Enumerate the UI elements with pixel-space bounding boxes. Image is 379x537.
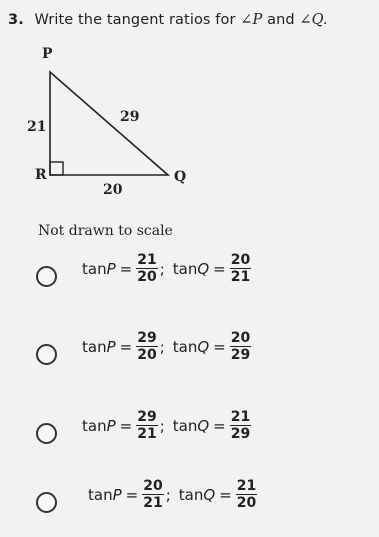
numerator: 20: [230, 252, 251, 268]
var-p: P: [106, 259, 116, 278]
tan-label: tan: [82, 337, 107, 356]
tan-q-fraction: [230, 409, 251, 442]
choice-expression: [82, 252, 251, 285]
tan-label: tan: [178, 485, 204, 504]
equals-sign: =: [119, 337, 133, 356]
vertex-r-label: R: [35, 167, 47, 183]
var-q: Q: [203, 485, 216, 504]
numerator: 20: [143, 478, 163, 494]
numerator: 29: [137, 409, 157, 425]
angle-q-label: ∠Q.: [299, 12, 328, 28]
numerator: 21: [137, 252, 157, 268]
equals-sign: =: [213, 337, 226, 356]
tan-p-fraction: [136, 252, 157, 285]
separator: ;: [159, 416, 165, 435]
radio-button[interactable]: [36, 423, 57, 444]
denominator: 21: [143, 495, 163, 512]
denominator: 20: [137, 347, 157, 364]
equals-sign: =: [119, 259, 133, 278]
tan-label: tan: [88, 485, 113, 504]
tan-p-fraction: [136, 409, 157, 442]
var-p: P: [112, 485, 122, 504]
numerator: 20: [230, 330, 251, 346]
question-text: Write the tangent ratios for: [34, 12, 236, 28]
scale-note: Not drawn to scale: [38, 223, 173, 239]
vertex-q-label: Q: [174, 169, 187, 185]
denominator: 29: [230, 347, 251, 364]
radio-button[interactable]: [36, 266, 57, 287]
question-prompt: [8, 12, 373, 28]
numerator: 29: [137, 330, 157, 346]
radio-button[interactable]: [36, 344, 57, 365]
and-word: and: [267, 12, 295, 28]
equals-sign: =: [125, 485, 139, 504]
tan-label: tan: [172, 337, 198, 356]
denominator: 21: [137, 426, 157, 443]
separator: ;: [159, 337, 165, 356]
choice-expression: [88, 478, 257, 511]
angle-p-label: ∠P: [240, 12, 263, 28]
var-q: Q: [197, 416, 210, 435]
equals-sign: =: [213, 416, 226, 435]
tan-q-fraction: [230, 252, 251, 285]
equals-sign: =: [219, 485, 232, 504]
tan-label: tan: [82, 416, 107, 435]
side-pq-label: 29: [120, 109, 140, 125]
denominator: 21: [230, 269, 251, 286]
tan-p-fraction: [142, 478, 163, 511]
denominator: 20: [137, 269, 157, 286]
var-p: P: [106, 416, 116, 435]
denominator: 20: [236, 495, 257, 512]
tan-q-fraction: [230, 330, 251, 363]
numerator: 21: [230, 409, 251, 425]
numerator: 21: [236, 478, 257, 494]
denominator: 29: [230, 426, 251, 443]
separator: ;: [165, 485, 171, 504]
choice-expression: [82, 409, 251, 442]
choice-expression: [82, 330, 251, 363]
tan-q-fraction: [236, 478, 257, 511]
right-angle-marker: [50, 162, 63, 175]
var-q: Q: [197, 259, 210, 278]
triangle-shape: [50, 72, 168, 175]
side-rq-label: 20: [103, 182, 123, 198]
tan-label: tan: [172, 259, 198, 278]
equals-sign: =: [213, 259, 226, 278]
radio-button[interactable]: [36, 492, 57, 513]
question-number: 3.: [8, 12, 24, 28]
var-p: P: [106, 337, 116, 356]
side-pr-label: 21: [27, 119, 47, 135]
tan-label: tan: [172, 416, 198, 435]
tan-p-fraction: [136, 330, 157, 363]
tan-label: tan: [82, 259, 107, 278]
separator: ;: [159, 259, 165, 278]
var-q: Q: [197, 337, 210, 356]
equals-sign: =: [119, 416, 133, 435]
vertex-p-label: P: [42, 46, 53, 62]
right-triangle-diagram: [25, 46, 205, 202]
